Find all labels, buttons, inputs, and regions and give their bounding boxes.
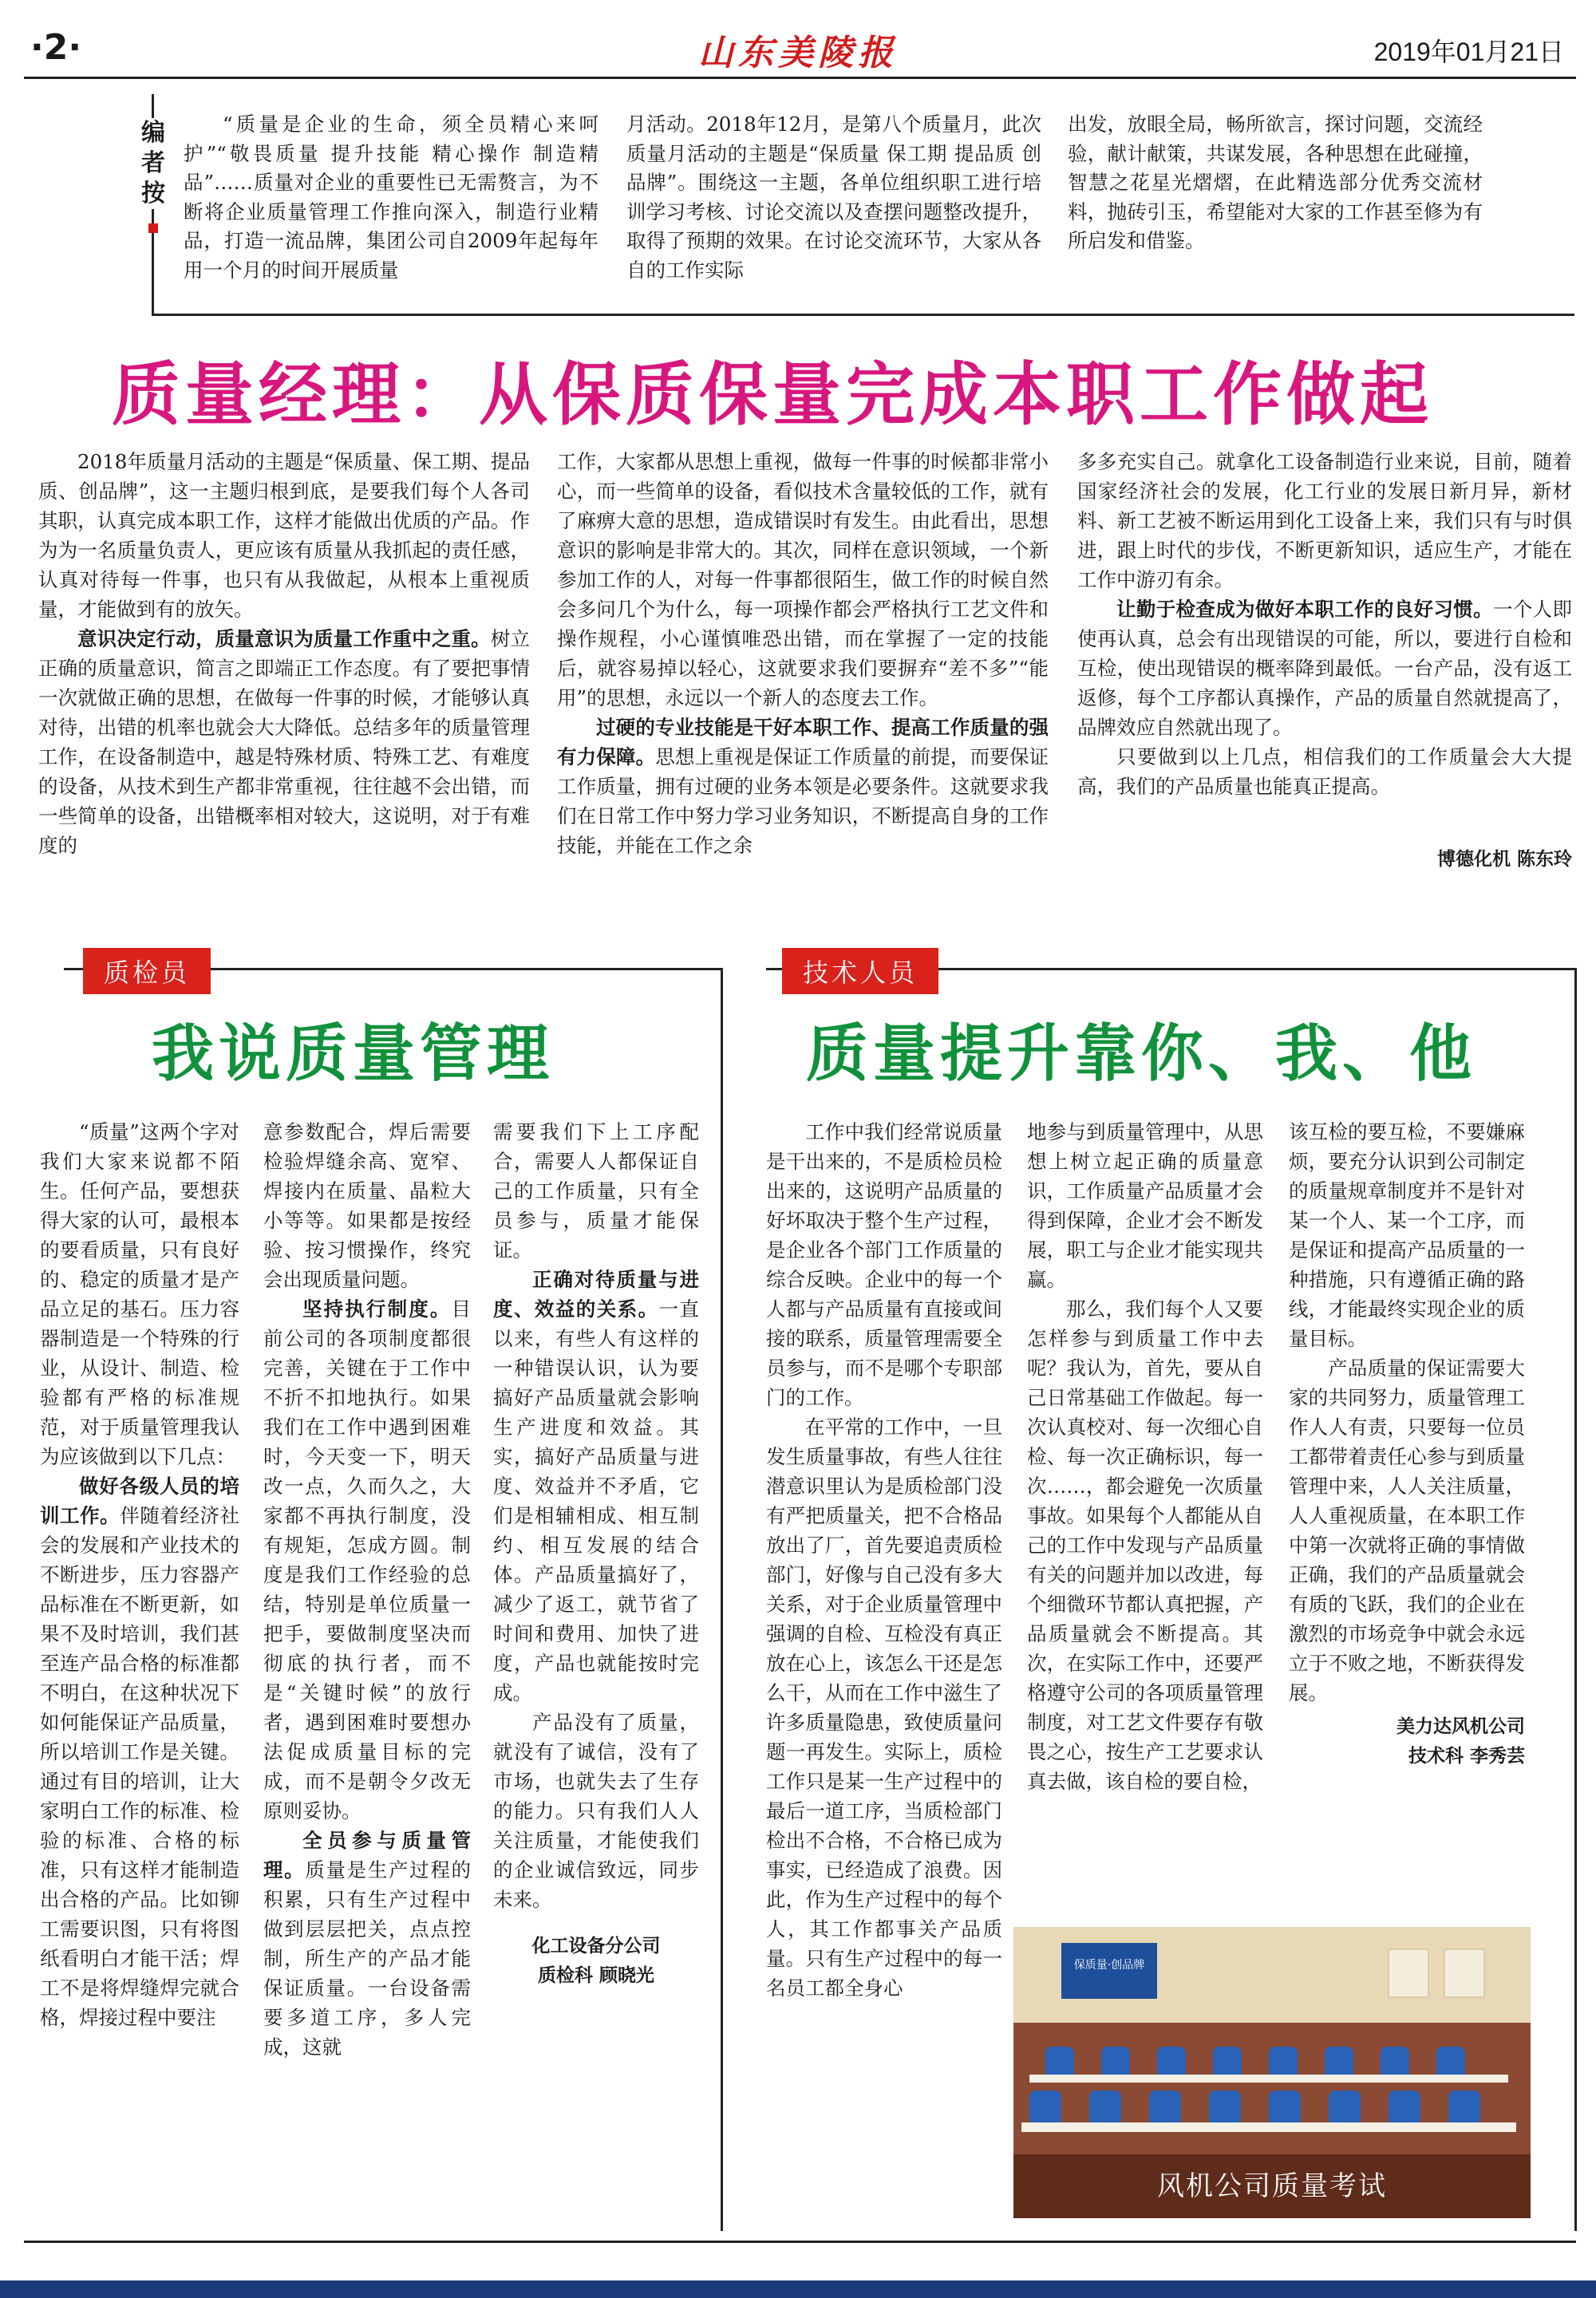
article1-paragraph: 一个人即使再认真，总会有出现错误的可能，所以，要进行自检和互检，使出现错误的概率降到最低。一台产品，没有返工返修，每个工序都认真操作，产品的质量自然就提高了，品牌效应自然就出现了。 [1077, 598, 1573, 739]
article2-lead: 做好各级人员的培训工作。 [40, 1475, 239, 1527]
article3-paragraph: 那么，我们每个人又要怎样参与到质量工作中去呢？我认为，首先，要从自己日常基础工作做起。每一次认真校对、每一次细心自检、每一次正确标识，每一次……，都会避免一次质量事故。如果每个人都能从自己的工作中发现与产品质量有关的问题并加以改进，每个细微环节都认真把握，产品质量就会不断提高。其次，在实际工作中，还要严格遵守公司的各项质量管理制度，对工艺文件要存有敬畏之心，按生产工艺要求认真去做，该自检的要自检， [1027, 1297, 1263, 1793]
article2-byline-unit: 化工设备分公司 [531, 1936, 661, 1956]
article1-paragraph: 思想上重视是保证工作质量的前提，而要保证工作质量，拥有过硬的业务本领是必要条件。这就要求我们在日常工作中努力学习业务知识，不断提高自身的工作技能，并能在工作之余 [557, 745, 1049, 857]
article2-paragraph: 一直以来，有些人有这样的一种错误认识，认为要搞好产品质量就会影响生产进度和效益。其实，搞好产品质量与进度、效益并不矛盾，它们是相辅相成、相互制约、相互发展的结合体。产品质量搞好了，减少了返工，就节省了时间和费用、加快了进度，产品也就能按时完成。 [493, 1297, 700, 1704]
article3-col2 [1027, 1117, 1263, 1796]
editor-note-marker [148, 223, 158, 233]
article3-col1 [766, 1117, 1002, 2003]
article1-col3 [1077, 447, 1572, 801]
article3-byline-unit: 美力达风机公司 [1396, 1716, 1525, 1737]
article1-paragraph: 树立正确的质量意识，简言之即端正工作态度。有了要把事情一次就做正确的思想，在做每一件事的时候，才能够认真对待，出错的机率也就会大大降低。总结多年的质量管理工作，在设备制造中，越是特殊材质、特殊工艺、有难度的设备，从技术到生产都非常重视，往往越不会出错，而一些简单的设备，出错概率相对较大，这说明，对于有难度的 [38, 627, 531, 857]
article2-paragraph: 产品没有了质量，就没有了诚信，没有了市场，也就失去了生存的能力。只有我们人人关注质量，才能使我们的企业诚信致远，同步未来。 [493, 1711, 699, 1911]
article3-col3 [1289, 1117, 1525, 1771]
article1-byline: 博德化机 陈东玲 [1436, 849, 1572, 870]
article3-paragraph: 工作中我们经常说质量是干出来的，不是质检员检出来的，这说明产品质量的好坏取决于整个生产过程，是企业各个部门工作质量的综合反映。企业中的每一个人都与产品质量有直接或间接的联系，质量管理需要全员参与，而不是哪个专职部门的工作。 [766, 1120, 1002, 1409]
newspaper-title: 山东美陵报 [698, 33, 898, 73]
masthead-rule [24, 77, 1576, 79]
article2-lead: 正确对待质量与进度、效益的关系。 [493, 1268, 699, 1321]
article1-lead: 让勤于检查成为做好本职工作的良好习惯。 [1116, 598, 1493, 621]
article1-lead: 过硬的专业技能是干好本职工作、提高工作质量的强有力保障。 [557, 716, 1049, 768]
photo-banner-text: 保质量·创品牌 [1073, 1959, 1145, 1972]
article3-paragraph: 产品质量的保证需要大家的共同努力，质量管理工作人人有责，只要每一位员工都带着责任心参与到质量管理中来，人人关注质量，人人重视质量，在本职工作中第一次就将正确的事情做正确，我们的产品质量就会有质的飞跃，我们的企业在激烈的市场竞争中就会永远立于不败之地，不断获得发展。 [1289, 1356, 1525, 1704]
article2-paragraph: 目前公司的各项制度都很完善，关键在于工作中不折不扣地执行。如果我们在工作中遇到困难时，今天变一下，明天改一点，久而久之，大家都不再执行制度，没有规矩，怎成方圆。制度是我们工作经验的总结，特别是单位质量一把手，要做制度坚决而彻底的执行者，而不是“关键时候”的放行者，遇到困难时要想办法促成质量目标的完成，而不是朝令夕改无原则妥协。 [263, 1297, 471, 1822]
article2-paragraph: 意参数配合，焊后需要检验焊缝余高、宽窄、焊接内在质量、晶粒大小等等。如果都是按经验、按习惯操作，终究会出现质量问题。 [263, 1120, 471, 1291]
article2-byline-name: 质检科 顾晓光 [537, 1965, 654, 1986]
editor-note-col1: “质量是企业的生命，须全员精心来呵护”“敬畏质量 提升技能 精心操作 制造精品”……质量对企业的重要性已无需赘言，为不断将企业质量管理工作推向深入，制造行业精品，打造一流品牌，集团公司自2009年起每年用一个月的时间开展质量 [184, 113, 598, 282]
article1-col2 [557, 447, 1049, 860]
footer-band [0, 2280, 1596, 2298]
article2-paragraph: 质量是生产过程的积累，只有生产过程中做到层层把关，点点控制，所生产的产品才能保证质量。一台设备需要多道工序，多人完成，这就 [263, 1858, 472, 2059]
article2-col3 [493, 1117, 699, 1991]
article3-paragraph: 该互检的要互检，不要嫌麻烦，要充分认识到公司制定的质量规章制度并不是针对某一个人、某一个工序，而是保证和提高产品质量的一种措施，只有遵循正确的路线，才能最终实现企业的质量目标。 [1289, 1120, 1525, 1350]
article3-paragraph: 在平常的工作中，一旦发生质量事故，有些人往往潜意识里认为是质检部门没有严把质量关，把不合格品放出了厂，首先要追责质检部门，好像与自己没有多大关系，对于企业质量管理中强调的自检、互检没有真正放在心上，该怎么干还是怎么干，从而在工作中滋生了许多质量隐患，致使质量问题一再发生。实际上，质检工作只是某一生产过程中的最后一道工序，当质检部门检出不合格，不合格已成为事实，已经造成了浪费。因此，作为生产过程中的每个人，其工作都事关产品质量。只有生产过程中的每一名员工都全身心 [766, 1416, 1002, 2000]
article2-paragraph: “质量”这两个字对我们大家来说都不陌生。任何产品，要想获得大家的认可，最根本的要看质量，只有良好的、稳定的质量才是产品立足的基石。压力容器制造是一个特殊的行业，从设计、制造、检验都有严格的标准规范，对于质量管理我认为应该做到以下几点： [40, 1120, 239, 1468]
main-headline: 质量经理：从保质保量完成本职工作做起 [112, 354, 1433, 435]
article3-paragraph: 地参与到质量管理中，从思想上树立起正确的质量意识，工作质量产品质量才会得到保障，企业才会不断发展，职工与企业才能实现共赢。 [1027, 1120, 1263, 1291]
editor-note-col2: 月活动。2018年12月，是第八个质量月，此次质量月活动的主题是“保质量 保工期 提品质 创品牌”。围绕这一主题，各单位组织职工进行培训学习考核、讨论交流以及查摆问题整改提升，取得了预期的效果。在讨论交流环节，大家从各自的工作实际 [626, 113, 1041, 282]
editor-note-label: 编者按 [137, 118, 169, 209]
article1-paragraph: 多多充实自己。就拿化工设备制造行业来说，目前，随着国家经济社会的发展，化工行业的发展日新月异，新材料、新工艺被不断运用到化工设备上来，我们只有与时俱进，跟上时代的步伐，不断更新知识，适应生产，才能在工作中游刃有余。 [1077, 450, 1572, 591]
publication-date: 2019年01月21日 [1373, 38, 1564, 66]
page-number: ·2· [30, 27, 82, 68]
article2-paragraph: 需要我们下上工序配合，需要人人都保证自己的工作质量，只有全员参与，质量才能保证。 [493, 1120, 699, 1262]
article2-lead: 全员参与质量管理。 [263, 1829, 471, 1881]
article2-lead: 坚持执行制度。 [302, 1297, 452, 1321]
article1-paragraph: 只要做到以上几点，相信我们的工作质量会大大提高，我们的产品质量也能真正提高。 [1077, 745, 1572, 798]
bottom-rule [24, 2241, 1576, 2243]
article1-paragraph: 2018年质量月活动的主题是“保质量、保工期、提品质、创品牌”，这一主题归根到底，是要我们每个人各司其职，认真完成本职工作，这样才能做出优质的产品。作为为一名质量负责人，更应该有质量从我抓起的责任感，认真对待每一件事，也只有从我做起，从根本上重视质量，才能做到有的放矢。 [38, 450, 530, 621]
article1-lead: 意识决定行动，质量意识为质量工作重中之重。 [77, 627, 491, 650]
article2-title: 我说质量管理 [152, 1017, 555, 1090]
article1-col1 [38, 447, 530, 860]
article3-section-tag: 技术人员 [782, 948, 938, 994]
article1-paragraph: 工作，大家都从思想上重视，做每一件事的时候都非常小心，而一些简单的设备，看似技术含量较低的工作，就有了麻痹大意的思想，造成错误时有发生。由此看出，思想意识的影响是非常大的。其次，同样在意识领域，一个新参加工作的人，对每一件事都很陌生，做工作的时候自然会多问几个为什么，每一项操作都会严格执行工艺文件和操作规程，小心谨慎唯恐出错，而在掌握了一定的技能后，就容易掉以轻心，这就要求我们要摒弃“差不多”“能用”的思想，永远以一个新人的态度去工作。 [557, 450, 1049, 709]
editor-note-col3: 出发，放眼全局，畅所欲言，探讨问题，交流经验，献计献策，共谋发展，各种思想在此碰撞，智慧之花星光熠熠，在此精选部分优秀交流材料，抛砖引玉，希望能对大家的工作甚至修为有所启发和借鉴。 [1068, 113, 1483, 252]
article2-col1 [40, 1117, 239, 2032]
article3-title: 质量提升靠你、我、他 [806, 1017, 1477, 1090]
article2-paragraph: 伴随着经济社会的发展和产业技术的不断进步，压力容器产品标准在不断更新，如果不及时培训，我们甚至连产品合格的标准都不明白，在这种状况下如何能保证产品质量，所以培训工作是关键。通过有目的培训，让大家明白工作的标准、检验的标准、合格的标准，只有这样才能制造出合格的产品。比如铆工需要识图，只有将图纸看明白才能干活；焊工不是将焊缝焊完就合格，焊接过程中要注 [40, 1504, 240, 2029]
article2-col2 [263, 1117, 471, 2062]
photo-caption: 风机公司质量考试 [1013, 2154, 1531, 2218]
article3-byline-name: 技术科 李秀芸 [1408, 1746, 1525, 1767]
article2-section-tag: 质检员 [83, 948, 211, 994]
